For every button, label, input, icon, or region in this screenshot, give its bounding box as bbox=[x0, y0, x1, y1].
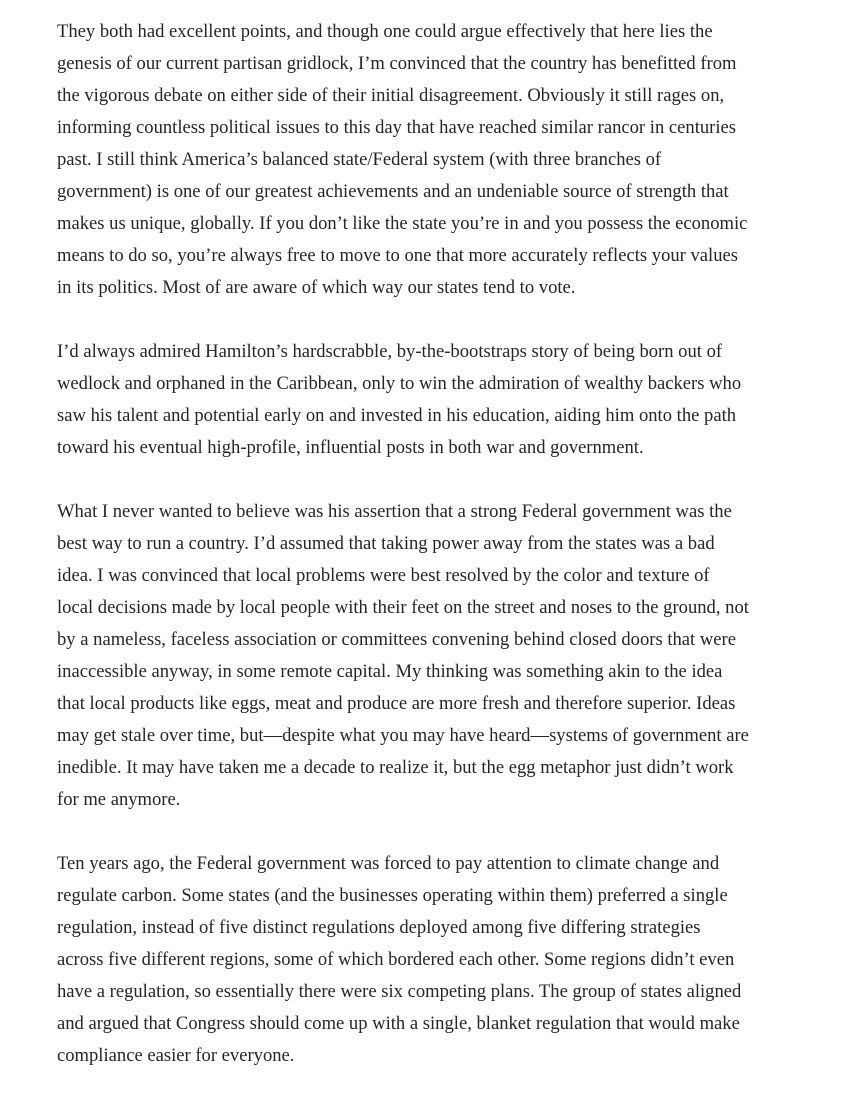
text-line: regulate carbon. Some states (and the businesses operating within them) preferred a single bbox=[57, 885, 728, 906]
paragraph-2 bbox=[57, 336, 807, 464]
text-line: inedible. It may have taken me a decade to realize it, but the egg metaphor just didn’t work bbox=[57, 757, 734, 778]
text-line: across five different regions, some of which bordered each other. Some regions didn’t even bbox=[57, 949, 735, 970]
text-line: for me anymore. bbox=[57, 789, 181, 810]
paragraph-1 bbox=[57, 16, 807, 304]
text-line: in its politics. Most of are aware of which way our states tend to vote. bbox=[57, 277, 576, 298]
text-line: best way to run a country. I’d assumed that taking power away from the states was a bad bbox=[57, 533, 715, 554]
text-line: inaccessible anyway, in some remote capital. My thinking was something akin to the idea bbox=[57, 661, 723, 682]
paragraph-3 bbox=[57, 496, 807, 816]
text-line: I’d always admired Hamilton’s hardscrabble, by-the-bootstraps story of being born out of bbox=[57, 341, 723, 362]
text-line: means to do so, you’re always free to move to one that more accurately reflects your values bbox=[57, 245, 739, 266]
article-body bbox=[57, 16, 807, 1072]
text-line: by a nameless, faceless association or committees convening behind closed doors that were bbox=[57, 629, 736, 650]
text-line: makes us unique, globally. If you don’t like the state you’re in and you possess the economic bbox=[57, 213, 748, 234]
text-line: toward his eventual high-profile, influential posts in both war and government. bbox=[57, 437, 644, 458]
text-line: saw his talent and potential early on and invested in his education, aiding him onto the path bbox=[57, 405, 737, 426]
text-line: informing countless political issues to this day that have reached similar rancor in centuries bbox=[57, 117, 736, 138]
text-line: They both had excellent points, and though one could argue effectively that here lies the bbox=[57, 21, 713, 42]
text-line: past. I still think America’s balanced state/Federal system (with three branches of bbox=[57, 149, 662, 170]
text-line: that local products like eggs, meat and produce are more fresh and therefore superior. Ideas bbox=[57, 693, 736, 714]
text-line: Ten years ago, the Federal government was forced to pay attention to climate change and bbox=[57, 853, 720, 874]
text-line: the vigorous debate on either side of their initial disagreement. Obviously it still rages on, bbox=[57, 85, 725, 106]
text-line: and argued that Congress should come up with a single, blanket regulation that would make bbox=[57, 1013, 740, 1034]
text-line: regulation, instead of five distinct regulations deployed among five differing strategies bbox=[57, 917, 701, 938]
text-line: What I never wanted to believe was his assertion that a strong Federal government was the bbox=[57, 501, 732, 522]
text-line: wedlock and orphaned in the Caribbean, only to win the admiration of wealthy backers who bbox=[57, 373, 742, 394]
text-line: local decisions made by local people with their feet on the street and noses to the ground, not bbox=[57, 597, 749, 618]
text-line: genesis of our current partisan gridlock, I’m convinced that the country has benefitted from bbox=[57, 53, 737, 74]
text-line: government) is one of our greatest achievements and an undeniable source of strength that bbox=[57, 181, 729, 202]
text-line: idea. I was convinced that local problems were best resolved by the color and texture of bbox=[57, 565, 710, 586]
text-line: may get stale over time, but—despite what you may have heard—systems of government are bbox=[57, 725, 749, 746]
text-line: have a regulation, so essentially there were six competing plans. The group of states aligned bbox=[57, 981, 742, 1002]
paragraph-4 bbox=[57, 848, 807, 1072]
text-line: compliance easier for everyone. bbox=[57, 1045, 295, 1066]
